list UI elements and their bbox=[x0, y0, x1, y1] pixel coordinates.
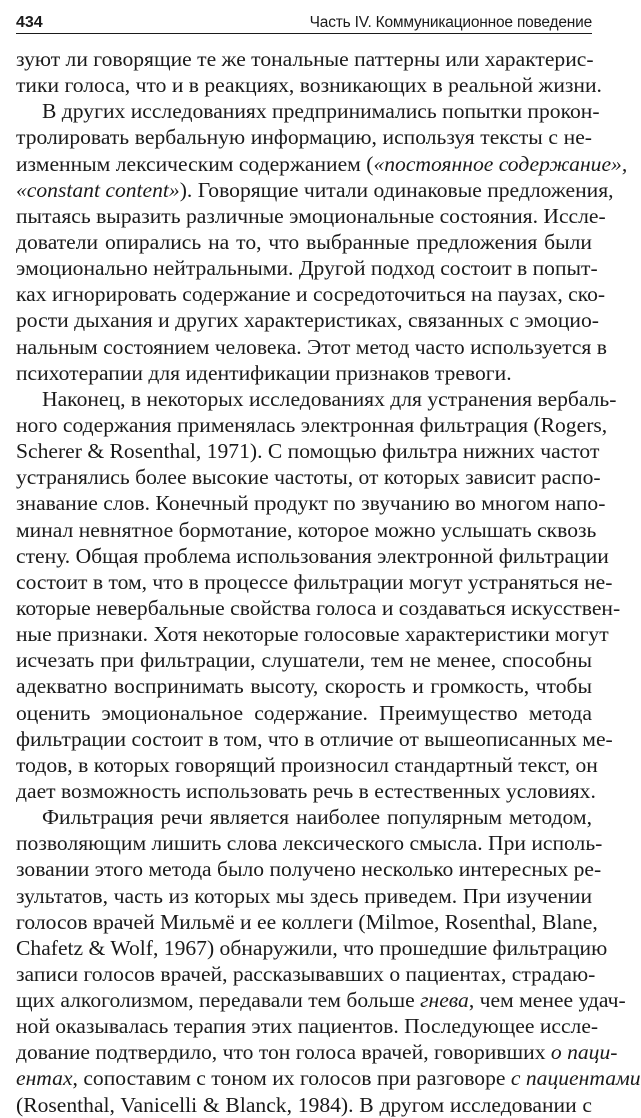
text-line bbox=[16, 438, 600, 464]
chapter-title: Часть IV. Коммуникационное поведение bbox=[309, 14, 592, 31]
text-run: нальным состоянием человека. Этот метод часто используется в bbox=[16, 334, 607, 359]
text-run: Фильтрация речи является наиболее популярным методом, bbox=[42, 805, 592, 830]
text-run: дование подтвердило, что тон голоса врачей, говоривших bbox=[16, 1040, 551, 1065]
text-line bbox=[16, 151, 628, 177]
text-run: дователи опирались на то, что выбранные предложения были bbox=[16, 229, 592, 254]
text-line bbox=[16, 935, 608, 961]
text-run: состоит в том, что в процессе фильтрации могут устраняться не- bbox=[16, 569, 613, 594]
text-line bbox=[16, 752, 598, 778]
text-run: ной оказывалась терапия этих пациентов. Последующее иссле- bbox=[16, 1014, 599, 1039]
text-line bbox=[16, 883, 592, 909]
text-run: зультатов, часть из которых мы здесь приведем. При изучении bbox=[16, 883, 592, 908]
text-run: зуют ли говорящие те же тональные паттерны или характерис- bbox=[16, 47, 594, 71]
text-run: , чем менее удач- bbox=[468, 988, 626, 1013]
text-run: адекватно воспринимать высоту, скорость и громкость, чтобы bbox=[16, 674, 592, 699]
text-run: устранялись более высокие частоты, от которых зависит распо- bbox=[16, 465, 601, 490]
text-run: тики голоса, что и в реакциях, возникающих в реальной жизни. bbox=[16, 73, 602, 98]
text-run: тодов, в которых говорящий произносил стандартный текст, он bbox=[16, 752, 598, 777]
text-line bbox=[16, 726, 613, 752]
text-run: , сопоставим с тоном их голосов при разговоре bbox=[72, 1066, 511, 1091]
text-line bbox=[16, 595, 621, 621]
text-line bbox=[16, 961, 596, 987]
text-line bbox=[16, 830, 603, 856]
text-run: оценить эмоциональное содержание. Преимущество метода bbox=[16, 700, 592, 725]
text-line bbox=[16, 360, 592, 386]
text-line bbox=[16, 46, 592, 72]
header-rule bbox=[16, 33, 592, 34]
text-line bbox=[16, 517, 597, 543]
text-line bbox=[16, 72, 602, 98]
text-run: записи голосов врачей, рассказывавших о пациентах, страдаю- bbox=[16, 961, 596, 986]
text-line bbox=[16, 673, 592, 699]
text-run: щих алкоголизмом, передавали тем больше bbox=[16, 988, 421, 1013]
text-line bbox=[16, 987, 626, 1013]
text-line bbox=[16, 647, 592, 673]
text-line bbox=[16, 621, 609, 647]
text-line bbox=[16, 281, 606, 307]
text-run: минал невнятное бормотание, которое можно услышать сквозь bbox=[16, 517, 597, 542]
text-run: дает возможность использовать речь в естественных условиях. bbox=[16, 778, 596, 803]
text-line bbox=[16, 177, 614, 203]
page-number: 434 bbox=[16, 14, 43, 31]
text-run: Наконец, в некоторых исследованиях для устранения вербаль- bbox=[42, 386, 617, 411]
text-line bbox=[16, 490, 606, 516]
text-run: зовании этого метода было получено несколько интересных ре- bbox=[16, 857, 602, 882]
text-run: пытаясь выразить различные эмоциональные состояния. Иссле- bbox=[16, 203, 606, 228]
text-run: знавание слов. Конечный продукт по звучанию во многом напо- bbox=[16, 491, 606, 516]
text-run: ). Говорящие читали одинаковые предложения, bbox=[179, 177, 614, 202]
text-run: которые невербальные свойства голоса и создаваться искусствен- bbox=[16, 595, 621, 620]
text-line bbox=[16, 412, 608, 438]
text-run: (Rosenthal, Vanicelli & Blanck, 1984). В другом исследовании с bbox=[16, 1092, 592, 1117]
text-run: фильтрации состоит в том, что в отличие от вышеописанных ме- bbox=[16, 726, 613, 751]
text-run: рости дыхания и других характеристиках, связанных с эмоцио- bbox=[16, 308, 599, 333]
text-run: В других исследованиях предпринимались попытки прокон- bbox=[42, 99, 600, 124]
text-line bbox=[16, 778, 596, 804]
text-line bbox=[16, 386, 617, 412]
text-run: изменным лексическим содержанием ( bbox=[16, 151, 374, 176]
italic-term: гнева bbox=[420, 988, 469, 1013]
text-line bbox=[16, 334, 607, 360]
text-line bbox=[16, 804, 592, 830]
text-line bbox=[16, 229, 592, 255]
text-line bbox=[16, 124, 592, 150]
italic-term: «constant content» bbox=[16, 177, 180, 202]
text-line bbox=[16, 98, 600, 124]
italic-term: с пациентами bbox=[510, 1066, 641, 1091]
text-line bbox=[16, 203, 606, 229]
italic-term: «постоянное содержание», bbox=[373, 151, 628, 176]
text-line bbox=[16, 569, 613, 595]
text-run: психотерапии для идентификации признаков тревоги. bbox=[16, 360, 512, 385]
text-line bbox=[16, 1092, 592, 1118]
text-line bbox=[16, 700, 592, 726]
text-run: позволяющим лишить слова лексического смысла. При исполь- bbox=[16, 831, 603, 856]
text-line bbox=[16, 909, 598, 935]
text-line bbox=[16, 464, 601, 490]
running-head bbox=[16, 6, 592, 32]
text-run: тролировать вербальную информацию, используя тексты с не- bbox=[16, 125, 592, 150]
text-run: голосов врачей Мильмё и ее коллеги (Milmoe, Rosenthal, Blane, bbox=[16, 909, 598, 934]
text-line bbox=[16, 1039, 618, 1065]
text-run: стену. Общая проблема использования электронной фильтрации bbox=[16, 543, 609, 568]
italic-term: ентах bbox=[16, 1066, 73, 1091]
text-run: эмоционально нейтральными. Другой подход состоит в попыт- bbox=[16, 256, 598, 281]
text-run: ках игнорировать содержание и сосредоточиться на паузах, ско- bbox=[16, 282, 606, 307]
text-run: ного содержания применялась электронная фильтрация (Rogers, bbox=[16, 412, 608, 437]
text-line bbox=[16, 1013, 599, 1039]
text-line bbox=[16, 1065, 641, 1091]
text-line bbox=[16, 543, 609, 569]
text-line bbox=[16, 307, 599, 333]
text-run: ные признаки. Хотя некоторые голосовые характеристики могут bbox=[16, 622, 609, 647]
body-text bbox=[16, 46, 641, 1118]
text-line bbox=[16, 856, 602, 882]
text-run: исчезать при фильтрации, слушатели, тем не менее, способны bbox=[16, 648, 592, 673]
text-line bbox=[16, 255, 598, 281]
text-run: Scherer & Rosenthal, 1971). С помощью фильтра нижних частот bbox=[16, 439, 600, 464]
italic-term: о паци- bbox=[550, 1040, 618, 1065]
text-run: Chafetz & Wolf, 1967) обнаружили, что прошедшие фильтрацию bbox=[16, 935, 608, 960]
